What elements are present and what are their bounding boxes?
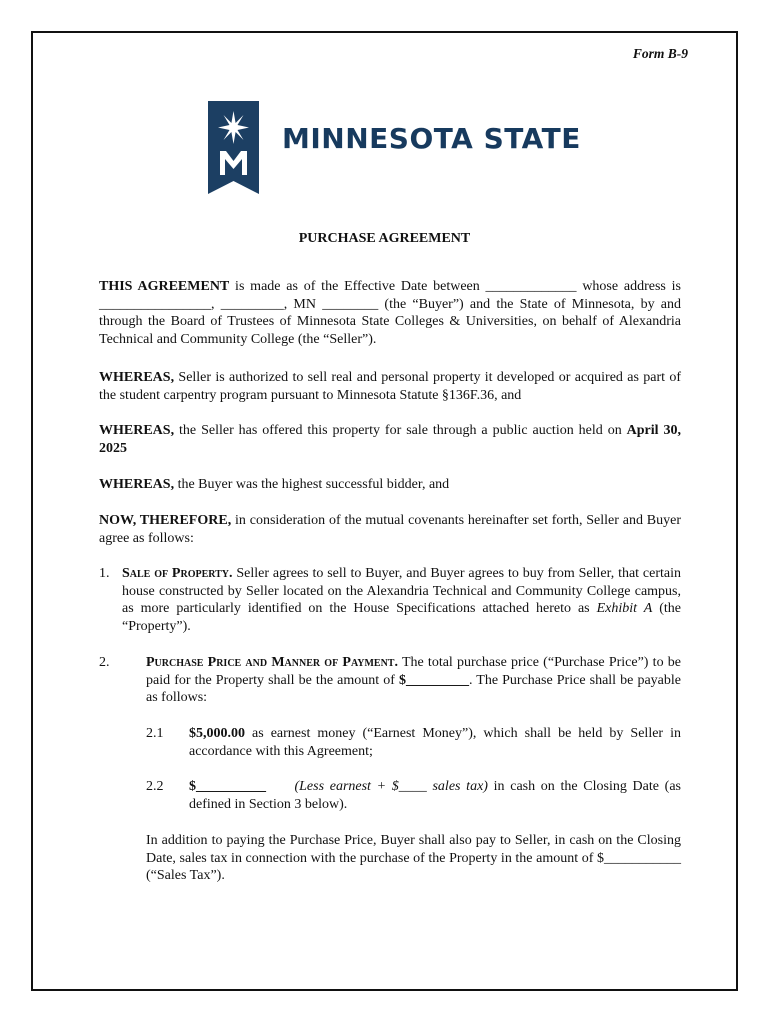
section-2-heading: Purchase Price and Manner of Payment. — [146, 655, 398, 670]
now-therefore-paragraph: NOW, THEREFORE, in consideration of the mutual covenants hereinafter set forth, Seller and Buyer agree as follows: — [99, 513, 681, 546]
intro-paragraph: THIS AGREEMENT is made as of the Effective Date between _____________ whose address is ________________, _________, MN ________ (the “Buyer”) and the State of Minnesota, by and through the Board of Trustees of Minnesota State Colleges & Universities, on behalf of Alexandria Technical and Community College (the “Seller”). — [99, 279, 681, 347]
whereas-paragraph-3: WHEREAS, the Buyer was the highest successful bidder, and — [99, 477, 450, 492]
section-1-heading: Sale of Property. — [122, 566, 233, 581]
minnesota-state-star-m-icon — [208, 101, 259, 194]
item-2-2-number: 2.2 — [146, 779, 164, 794]
exhibit-a-reference: Exhibit A — [596, 601, 653, 616]
section-2-purchase-price: Purchase Price and Manner of Payment. The total purchase price (“Purchase Price”) to be paid for the Property shall be the amount of $_________. The Purchase Price shall be payable as follows: — [146, 655, 681, 705]
item-2-1-earnest-money: $5,000.00 as earnest money (“Earnest Money”), which shall be held by Seller in accordance with this Agreement; — [189, 726, 681, 759]
logo-wordmark: MINNESOTA STATE — [282, 122, 581, 155]
item-2-1-number: 2.1 — [146, 726, 164, 741]
section-2-number: 2. — [99, 655, 110, 670]
cash-amount-blank: $__________ — [189, 779, 266, 794]
auction-date: April 30, 2025 — [99, 423, 681, 456]
purchase-price-blank: $_________ — [398, 672, 469, 688]
sales-tax-paragraph: In addition to paying the Purchase Price, Buyer shall also pay to Seller, in cash on the Closing Date, sales tax in connection with the purchase of the Property in the amount of $___________ (“Sales Tax”). — [146, 833, 681, 883]
document-title: PURCHASE AGREEMENT — [298, 231, 471, 246]
whereas-paragraph-1: WHEREAS, Seller is authorized to sell real and personal property it developed or acquired as part of the student carpentry program pursuant to Minnesota Statute §136F.36, and — [99, 370, 681, 403]
item-2-2-cash-payment: $__________ (Less earnest + $____ sales tax) in cash on the Closing Date (as defined in Section 3 below). — [189, 779, 682, 812]
section-1-sale-of-property: Sale of Property. Seller agrees to sell to Buyer, and Buyer agrees to buy from Seller, that certain house constructed by Seller located on the Alexandria Technical and Community College campus, as more particularly identified on the House Specifications attached hereto as Exhibit A (the “Property”). — [122, 566, 682, 634]
whereas-paragraph-2: WHEREAS, the Seller has offered this property for sale through a public auction held on April 30, 2025 — [99, 423, 681, 456]
minnesota-state-logo — [208, 101, 581, 194]
document-page-border — [31, 31, 738, 991]
section-1-number: 1. — [99, 566, 110, 581]
form-identifier: Form B-9 — [632, 46, 688, 61]
earnest-money-amount: $5,000.00 — [189, 726, 245, 741]
